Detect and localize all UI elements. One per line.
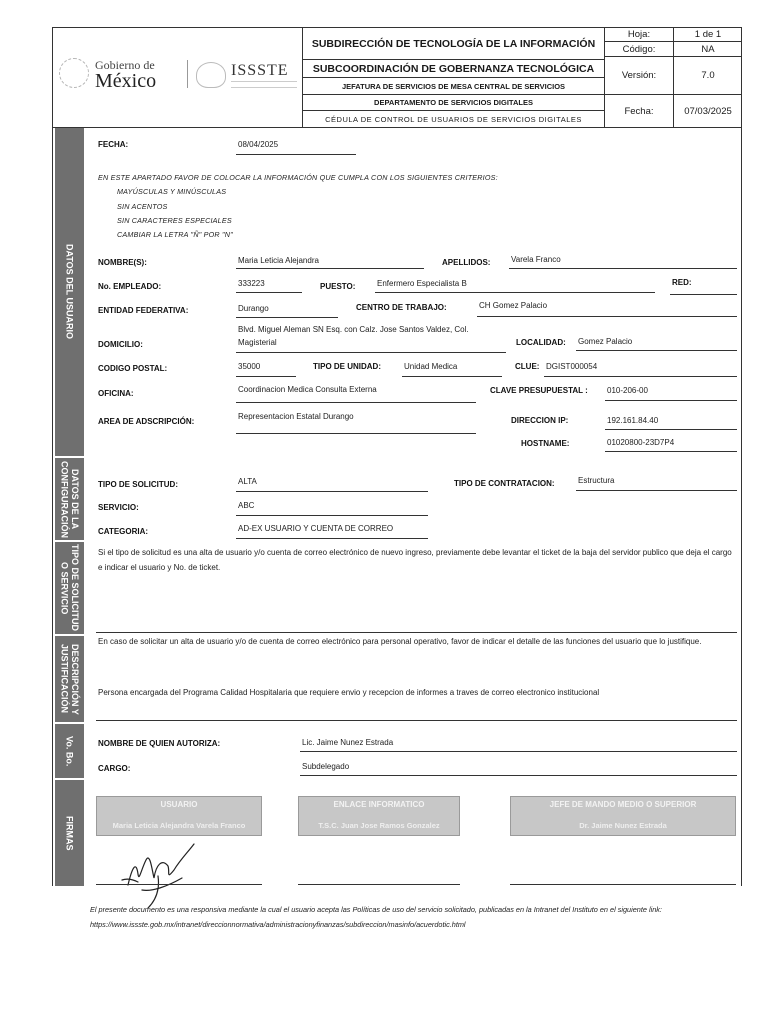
puesto-value: Enfermero Especialista B: [377, 279, 467, 288]
document-meta: [605, 28, 742, 127]
clave-label: CLAVE PRESUPUESTAL :: [490, 386, 588, 395]
tipo-solicitud-value: ALTA: [238, 477, 257, 486]
fecha-meta-label: Fecha:: [605, 95, 674, 128]
domicilio-label: DOMICILIO:: [98, 340, 143, 349]
clue-label: CLUE:: [515, 362, 540, 371]
section-firmas-label: FIRMAS: [64, 815, 75, 851]
section-datos-configuracion: [55, 458, 84, 540]
issste-emblem-icon: [196, 62, 226, 88]
mexico-seal-icon: [59, 58, 89, 88]
version-value: 7.0: [701, 70, 715, 81]
categoria-label: CATEGORIA:: [98, 527, 149, 536]
codigo-label: Código:: [605, 42, 674, 56]
hostname-value: 01020800-23D7P4: [607, 438, 675, 447]
autoriza-label: NOMBRE DE QUIEN AUTORIZA:: [98, 739, 221, 748]
hostname-underline: [605, 451, 737, 452]
document-header: [52, 27, 742, 128]
centro-value: CH Gomez Palacio: [479, 301, 548, 310]
contratacion-value: Estructura: [578, 476, 615, 485]
tipo-unidad-label: TIPO DE UNIDAD:: [313, 362, 381, 371]
form-frame: [52, 128, 742, 886]
domicilio-underline: [236, 352, 506, 353]
section-firmas: [55, 780, 84, 886]
section-vobo-label: Vo. Bo.: [64, 735, 75, 767]
red-underline: [670, 294, 737, 295]
justificacion-underline: [96, 720, 737, 721]
instruction-item: SIN CARACTERES ESPECIALES: [117, 216, 232, 225]
firma-usuario-name: Maria Leticia Alejandra Varela Franco: [112, 821, 246, 830]
empleado-label: No. EMPLEADO:: [98, 282, 162, 291]
puesto-label: PUESTO:: [320, 282, 356, 291]
title-subdireccion: SUBDIRECCIÓN DE TECNOLOGÍA DE LA INFORMACIÓN: [303, 28, 604, 60]
empleado-underline: [236, 292, 302, 293]
section-tipo-solicitud-label: TIPO DE SOLICITUD O SERVICIO: [59, 544, 80, 632]
servicio-value: ABC: [238, 501, 255, 510]
section-tipo-solicitud: [55, 542, 84, 634]
servicio-underline: [236, 515, 428, 516]
localidad-underline: [576, 350, 737, 351]
title-subcoordinacion: SUBCOORDINACIÓN DE GOBERNANZA TECNOLÓGICA: [303, 60, 604, 78]
cargo-underline: [300, 775, 737, 776]
clave-underline: [605, 400, 737, 401]
localidad-value: Gomez Palacio: [578, 337, 633, 346]
tipo-unidad-underline: [402, 376, 502, 377]
codigo-value: NA: [701, 43, 715, 55]
oficina-label: OFICINA:: [98, 389, 134, 398]
cargo-value: Subdelegado: [302, 762, 350, 771]
firma-jefe-line: [510, 884, 736, 885]
section-descripcion-label: DESCRIPCIÓN Y JUSTIFICACIÓN: [59, 643, 80, 715]
gobierno-de-mexico-logo: [95, 59, 156, 91]
gobierno-line2: México: [95, 70, 157, 92]
area-value: Representacion Estatal Durango: [238, 412, 354, 421]
section-datos-usuario-label: DATOS DEL USUARIO: [64, 244, 75, 340]
footer-disclaimer: El presente documento es una responsiva mediante la cual el usuario acepta las Políticas de uso del servicio solicitado, publicadas en la Intranet del Instituto en el siguiente link: https://www.issste.gob.mx/intranet/direccionnormativa/administracionyfinanzas/subdireccion/masinfo/acuerdotic.html: [90, 905, 662, 929]
centro-underline: [477, 316, 737, 317]
categoria-underline: [236, 538, 428, 539]
tipo-unidad-value: Unidad Medica: [404, 362, 458, 371]
issste-tagline: [231, 81, 297, 88]
logo-area: [53, 28, 303, 127]
contratacion-underline: [576, 490, 737, 491]
apellidos-underline: [509, 268, 737, 269]
firma-usuario-line: [96, 884, 262, 885]
categoria-value: AD-EX USUARIO Y CUENTA DE CORREO: [238, 524, 394, 533]
cp-value: 35000: [238, 362, 261, 371]
cp-label: CODIGO POSTAL:: [98, 364, 168, 373]
autoriza-underline: [300, 751, 737, 752]
gobierno-line1: Gobierno de: [95, 58, 155, 72]
nota-operativo: En caso de solicitar un alta de usuario y/o de cuenta de correo electrónico para personal operativo, favor de indicar el detalle de las funciones del usuario que lo justifique.: [98, 637, 702, 646]
justificacion-text: Persona encargada del Programa Calidad Hospitalaria que requiere envio y recepcion de informes a traves de correo electronico institucional: [98, 688, 600, 697]
fecha-underline: [236, 154, 356, 155]
nombre-value: Maria Leticia Alejandra: [238, 256, 319, 265]
ip-value: 192.161.84.40: [607, 416, 659, 425]
apellidos-label: APELLIDOS:: [442, 258, 491, 267]
nombre-label: NOMBRE(S):: [98, 258, 147, 267]
instruction-item: MAYÚSCULAS Y MINÚSCULAS: [117, 187, 227, 196]
servicio-label: SERVICIO:: [98, 503, 139, 512]
tipo-solicitud-label: TIPO DE SOLICITUD:: [98, 480, 178, 489]
section-datos-configuracion-label: DATOS DE LA CONFIGURACIÓN: [59, 460, 80, 538]
section-datos-usuario: [55, 128, 84, 456]
domicilio-value-line2: Magisterial: [238, 338, 277, 347]
puesto-underline: [375, 292, 655, 293]
apellidos-value: Varela Franco: [511, 255, 561, 264]
clue-underline: [544, 376, 737, 377]
section-descripcion: [55, 636, 84, 722]
handwritten-signature: [108, 830, 218, 910]
section-vobo: [55, 724, 84, 778]
ip-label: DIRECCION IP:: [511, 416, 569, 425]
domicilio-value-line1: Blvd. Miguel Aleman SN Esq. con Calz. Jose Santos Valdez, Col.: [238, 325, 469, 334]
version-label: Versión:: [605, 57, 674, 94]
clue-value: DGIST000054: [546, 362, 598, 371]
area-underline: [236, 433, 476, 434]
title-departamento: DEPARTAMENTO DE SERVICIOS DIGITALES: [303, 95, 604, 111]
oficina-value: Coordinacion Medica Consulta Externa: [238, 385, 377, 394]
firma-enlace-line: [298, 884, 460, 885]
hostname-label: HOSTNAME:: [521, 439, 570, 448]
red-label: RED:: [672, 278, 692, 287]
autoriza-value: Lic. Jaime Nunez Estrada: [302, 738, 394, 747]
instruction-item: SIN ACENTOS: [117, 202, 168, 211]
localidad-label: LOCALIDAD:: [516, 338, 566, 347]
area-label: AREA DE ADSCRIPCIÓN:: [98, 417, 195, 426]
fecha-label: FECHA:: [98, 140, 129, 149]
centro-label: CENTRO DE TRABAJO:: [356, 303, 447, 312]
instructions-title: EN ESTE APARTADO FAVOR DE COLOCAR LA INFORMACIÓN QUE CUMPLA CON LOS SIGUIENTES CRITERIOS:: [98, 173, 498, 182]
logo-divider: [187, 60, 188, 88]
firma-enlace-heading: ENLACE INFORMATICO: [333, 800, 425, 809]
nota-alta: Si el tipo de solicitud es una alta de usuario y/o cuenta de correo electrónico de nuevo ingreso, previamente debe levantar el ticket de la baja del servidor publico que deja el cargo e indicar el usuario y No. de ticket.: [98, 548, 732, 572]
firma-jefe-box: [510, 796, 736, 836]
firma-enlace-name: T.S.C. Juan Jose Ramos Gonzalez: [318, 821, 440, 830]
entidad-underline: [236, 317, 338, 318]
entidad-value: Durango: [238, 304, 269, 313]
issste-logo: ISSSTE: [231, 62, 289, 79]
oficina-underline: [236, 402, 476, 403]
firma-usuario-heading: USUARIO: [160, 800, 198, 809]
cargo-label: CARGO:: [98, 764, 131, 773]
hoja-value: 1 de 1: [694, 29, 722, 40]
firma-jefe-name: Dr. Jaime Nunez Estrada: [579, 821, 667, 830]
cp-underline: [236, 376, 296, 377]
title-cedula: CÉDULA DE CONTROL DE USUARIOS DE SERVICIOS DIGITALES: [325, 115, 582, 124]
fecha-value: 08/04/2025: [238, 140, 279, 149]
ip-underline: [605, 429, 737, 430]
empleado-value: 333223: [238, 279, 265, 288]
title-jefatura: JEFATURA DE SERVICIOS DE MESA CENTRAL DE SERVICIOS: [303, 78, 604, 95]
tipo-solicitud-underline: [236, 491, 428, 492]
nombre-underline: [236, 268, 424, 269]
instruction-item: CAMBIAR LA LETRA "Ñ" POR "N": [117, 230, 233, 239]
contratacion-label: TIPO DE CONTRATACION:: [454, 479, 555, 488]
firma-jefe-heading: JEFE DE MANDO MEDIO O SUPERIOR: [549, 800, 697, 809]
firma-enlace-box: [298, 796, 460, 836]
header-titles: [303, 28, 605, 127]
entidad-label: ENTIDAD FEDERATIVA:: [98, 306, 189, 315]
hoja-label: Hoja:: [605, 28, 674, 41]
nota-alta-underline: [96, 632, 737, 633]
clave-value: 010-206-00: [607, 386, 648, 395]
fecha-meta-value: 07/03/2025: [684, 106, 732, 117]
